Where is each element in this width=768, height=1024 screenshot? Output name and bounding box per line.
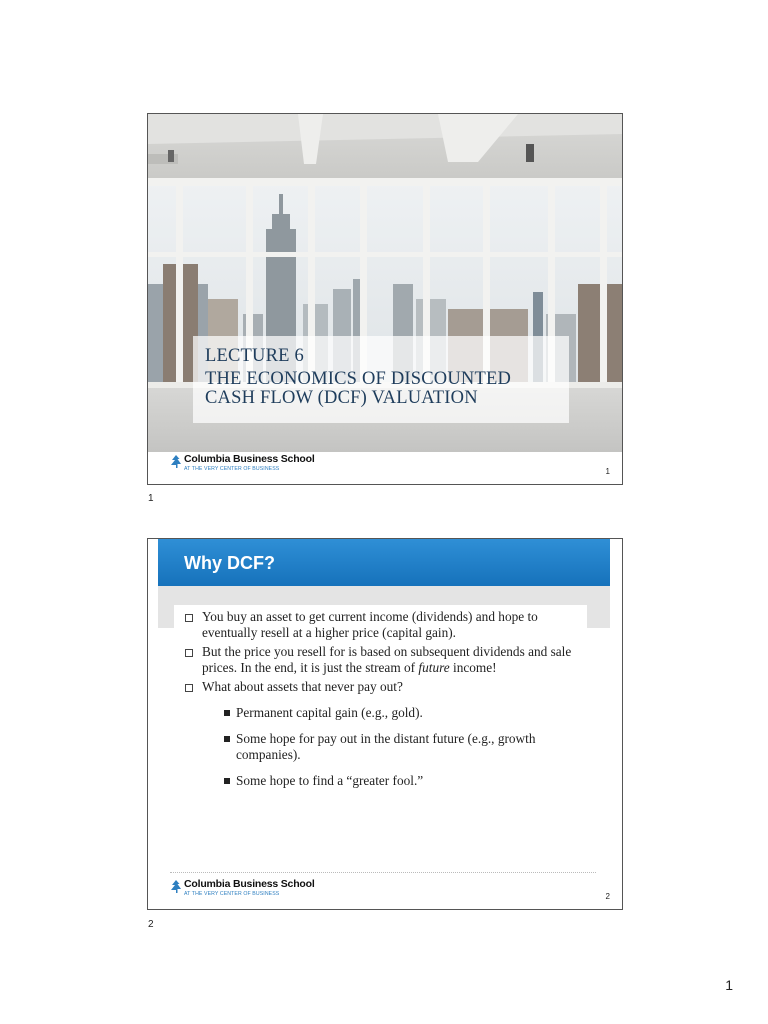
columbia-crown-logo-icon: [170, 880, 182, 893]
columbia-logo: [170, 878, 370, 902]
logo-tagline: AT THE VERY CENTER OF BUSINESS: [184, 891, 280, 897]
lecture-title-line-1: THE ECONOMICS OF DISCOUNTED: [205, 369, 512, 389]
sub-bullet-item: Some hope to find a “greater fool.”: [184, 773, 584, 789]
hollow-square-bullet-icon: [185, 649, 193, 657]
columbia-logo: [170, 453, 370, 477]
slide-number: 1: [605, 467, 610, 476]
bullet-item: What about assets that never pay out?: [184, 679, 584, 695]
hollow-square-bullet-icon: [185, 614, 193, 622]
sub-bullet-item: Some hope for pay out in the distant future (e.g., growth companies).: [184, 731, 584, 763]
slide-caption-2: 2: [148, 919, 154, 930]
logo-tagline: AT THE VERY CENTER OF BUSINESS: [184, 466, 280, 472]
title-box: [193, 336, 569, 423]
page-number: 1: [725, 977, 733, 993]
slide-caption-1: 1: [148, 493, 154, 504]
logo-name: Columbia Business School: [184, 453, 315, 465]
slide-title: Why DCF?: [184, 553, 275, 573]
filled-square-bullet-icon: [224, 736, 230, 742]
columbia-crown-logo-icon: [170, 455, 182, 468]
filled-square-bullet-icon: [224, 778, 230, 784]
lecture-title-line-2: CASH FLOW (DCF) VALUATION: [205, 388, 478, 408]
logo-name: Columbia Business School: [184, 878, 315, 890]
bullet-item: But the price you resell for is based on subsequent dividends and sale prices. In the end, it is just the stream of future income!: [184, 644, 584, 676]
hollow-square-bullet-icon: [185, 684, 193, 692]
filled-square-bullet-icon: [224, 710, 230, 716]
slide-header: [158, 539, 610, 588]
slide-number: 2: [605, 892, 610, 901]
lecture-number: LECTURE 6: [205, 346, 304, 366]
footer-divider: [170, 872, 596, 873]
slide-content: [184, 609, 584, 789]
slide-2: [147, 538, 623, 910]
bullet-item: You buy an asset to get current income (dividends) and hope to eventually resell at a higher price (capital gain).: [184, 609, 584, 641]
sub-bullet-item: Permanent capital gain (e.g., gold).: [184, 705, 584, 721]
slide-1: [147, 113, 623, 485]
